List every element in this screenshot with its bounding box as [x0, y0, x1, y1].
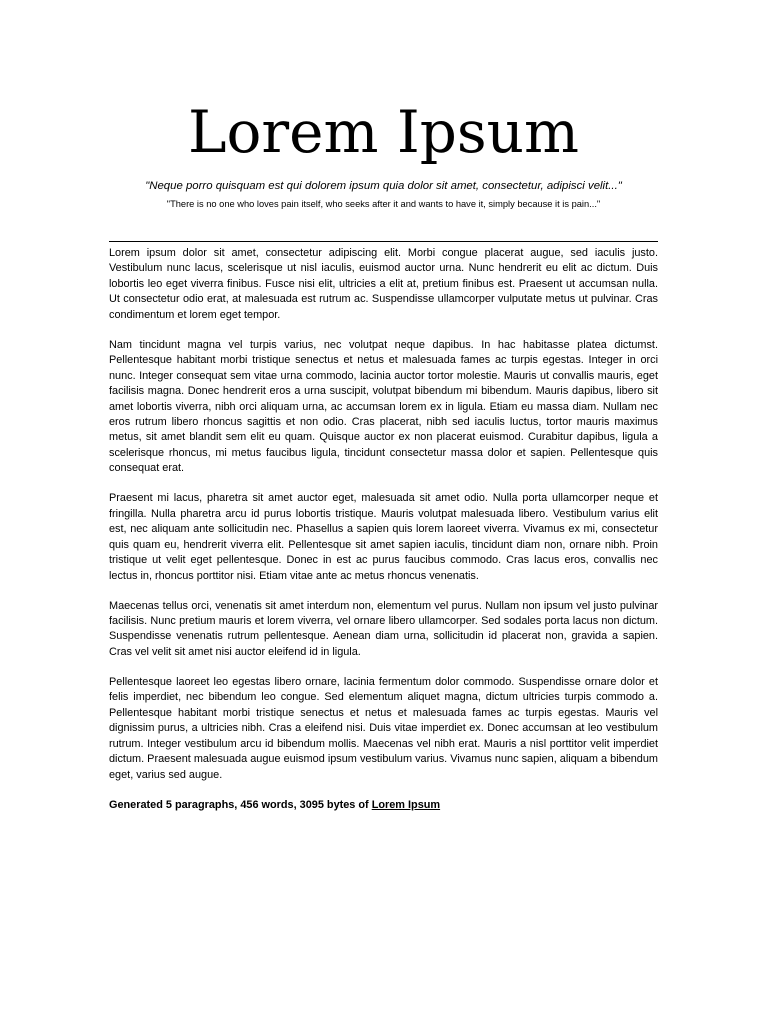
paragraph-4: Maecenas tellus orci, venenatis sit amet interdum non, elementum vel purus. Nullam non ipsum vel justo pulvinar facilisis. Nunc pretium mauris et lorem viverra, vel ornare libero ullamcorper. Sed sodales porta lacus non dictum. Suspendisse venenatis rutrum pellentesque. Aenean diam urna, sollicitudin id placerat non, gravida a sapien. Cras vel velit sit amet nisi auctor eleifend id in ligula.: [109, 599, 658, 658]
document-body: [109, 246, 658, 813]
paragraph-1: Lorem ipsum dolor sit amet, consectetur adipiscing elit. Morbi congue placerat augue, sed iaculis justo. Vestibulum nunc lacus, scelerisque ut nisl iaculis, euismod auctor urna. Nunc hendrerit eu elit ac dictum. Duis lobortis leo eget viverra finibus. Fusce nisi elit, ultricies a elit at, pretium finibus est. Praesent ut accumsan nulla. Ut consectetur odio erat, at malesuada est rutrum ac. Suspendisse ullamcorper vulputate metus ut pulvinar. Cras condimentum et lorem eget tempor.: [109, 247, 658, 321]
generation-summary: [109, 798, 658, 813]
paragraph-5: Pellentesque laoreet leo egestas libero ornare, lacinia fermentum dolor commodo. Suspendisse ornare dolor et felis imperdiet, nec bibendum leo congue. Sed elementum aliquet magna, dictum ultricies turpis commodo a. Pellentesque habitant morbi tristique senectus et netus et malesuada fames ac turpis egestas. Mauris vel dignissim purus, a ultricies nibh. Cras a eleifend nisi. Duis vitae imperdiet ex. Donec accumsan at leo vestibulum rutrum. Integer vestibulum arcu id bibendum mollis. Maecenas vel nibh erat. Mauris a nisl porttitor velit imperdiet dictum. Praesent malesuada augue euismod ipsum vestibulum varius. Vivamus nunc sapien, aliquam a bibendum eget, varius sed augue.: [109, 675, 658, 781]
english-quote: "There is no one who loves pain itself, who seeks after it and wants to have it, simply because it is pain...": [166, 199, 601, 209]
latin-quote: "Neque porro quisquam est qui dolorem ipsum quia dolor sit amet, consectetur, adipisci velit...": [145, 180, 622, 192]
lorem-ipsum-link[interactable]: Lorem Ipsum: [371, 798, 441, 811]
divider-line: [109, 241, 658, 242]
summary-text: Generated 5 paragraphs, 456 words, 3095 bytes of: [109, 798, 372, 811]
paragraph-3: Praesent mi lacus, pharetra sit amet auctor eget, malesuada sit amet odio. Nulla porta ullamcorper neque et fringilla. Nulla pharetra arcu id purus lobortis tristique. Mauris volutpat malesuada libero. Vestibulum varius elit est, nec aliquam ante sollicitudin nec. Phasellus a sapien quis lorem laoreet viverra. Vivamus ex mi, consectetur quis quam eu, hendrerit viverra elit. Pellentesque sit amet sapien iaculis, tincidunt diam non, ornare nibh. Proin tristique ut velit eget pellentesque. Donec in est ac purus faucibus commodo. Cras lacus eros, convallis nec lectus in, rhoncus porttitor nisi. Etiam vitae ante ac metus rhoncus venenatis.: [109, 492, 658, 582]
paragraph-2: Nam tincidunt magna vel turpis varius, nec volutpat neque dapibus. In hac habitasse platea dictumst. Pellentesque habitant morbi tristique senectus et netus et malesuada fames ac turpis egestas. Integer in orci nunc. Integer consequat sem vitae urna commodo, lacinia auctor tortor molestie. Mauris ut convallis mauris, eget facilisis magna. Donec hendrerit eros a urna suscipit, volutpat bibendum mi bibendum. Mauris dapibus, libero sit amet lobortis viverra, nibh orci aliquam urna, ac accumsan lorem ex in ligula. Etiam eu massa diam. Nullam nec eros rutrum libero rhoncus sagittis et non odio. Cras placerat, nibh sed iaculis luctus, tortor mauris maximus metus, sit amet blandit sem elit eu quam. Quisque auctor ex non placerat euismod. Curabitur dapibus, ligula a scelerisque rhoncus, mi metus faucibus ligula, tincidunt consectetur massa dolor et sapien. Pellentesque quis consequat erat.: [109, 338, 658, 475]
page-title: Lorem Ipsum: [187, 98, 580, 166]
